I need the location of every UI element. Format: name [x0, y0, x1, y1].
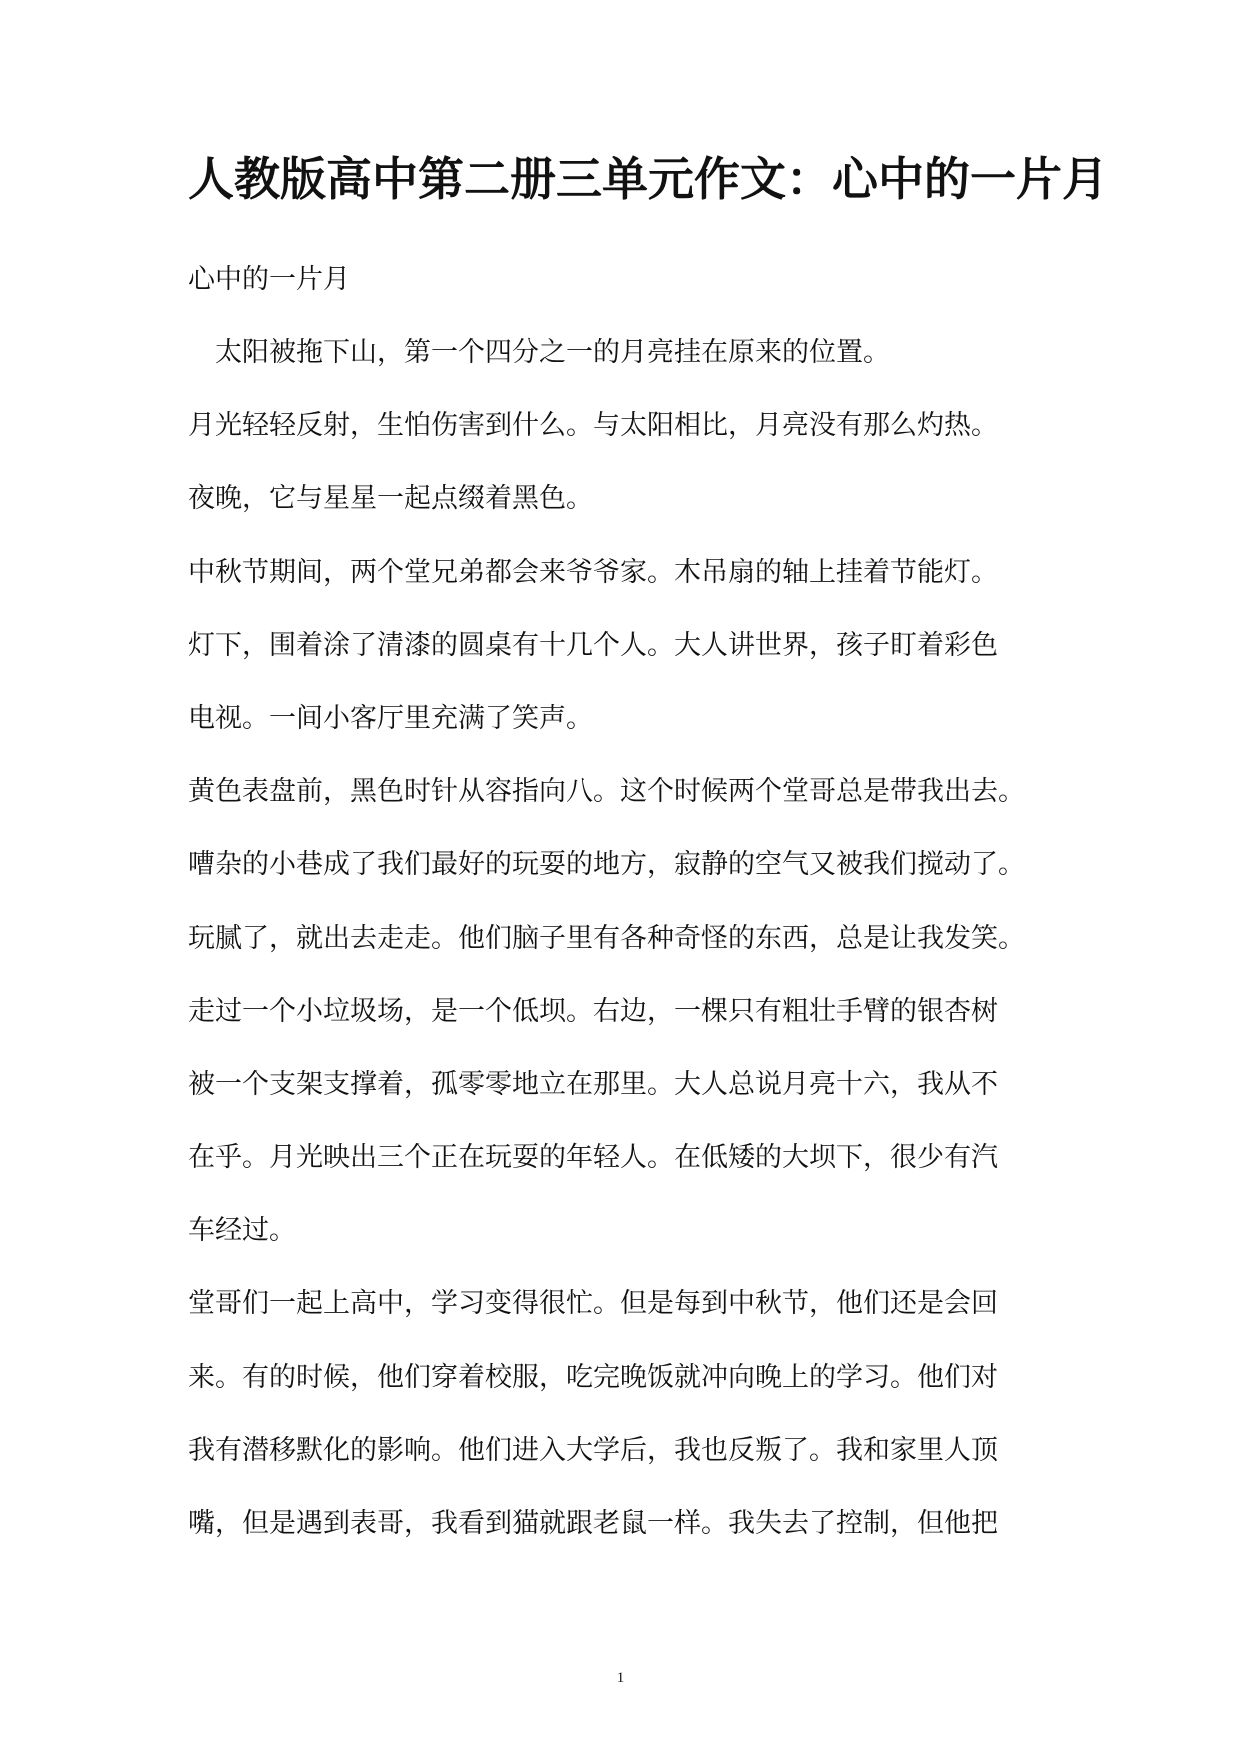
text-line: 在乎。月光映出三个正在玩耍的年轻人。在低矮的大坝下，很少有汽 [188, 1142, 998, 1174]
essay-body [188, 333, 1068, 1577]
text-line: 玩腻了，就出去走走。他们脑子里有各种奇怪的东西，总是让我发笑。 [188, 922, 1025, 954]
text-line: 被一个支架支撑着，孤零零地立在那里。大人总说月亮十六，我从不 [188, 1068, 998, 1100]
essay-subtitle: 心中的一片月 [188, 264, 350, 295]
text-line: 月光轻轻反射，生怕伤害到什么。与太阳相比，月亮没有那么灼热。 [188, 410, 998, 442]
text-line: 堂哥们一起上高中，学习变得很忙。但是每到中秋节，他们还是会回 [188, 1288, 998, 1320]
text-line: 夜晚，它与星星一起点缀着黑色。 [188, 483, 593, 515]
text-line: 灯下，围着涂了清漆的圆桌有十几个人。大人讲世界，孩子盯着彩色 [188, 629, 998, 661]
text-line: 黄色表盘前，黑色时针从容指向八。这个时候两个堂哥总是带我出去。 [188, 776, 1025, 808]
text-line: 车经过。 [188, 1215, 296, 1247]
text-line: 走过一个小垃圾场，是一个低坝。右边，一棵只有粗壮手臂的银杏树 [188, 995, 998, 1027]
text-line: 太阳被拖下山，第一个四分之一的月亮挂在原来的位置。 [215, 337, 890, 368]
document-title: 人教版高中第二册三单元作文：心中的一片月 [188, 152, 1108, 206]
page-number: 1 [616, 1670, 625, 1686]
text-line: 我有潜移默化的影响。他们进入大学后，我也反叛了。我和家里人顶 [188, 1434, 998, 1466]
text-line: 中秋节期间，两个堂兄弟都会来爷爷家。木吊扇的轴上挂着节能灯。 [188, 556, 998, 588]
text-line: 嘴，但是遇到表哥，我看到猫就跟老鼠一样。我失去了控制，但他把 [188, 1508, 998, 1539]
text-line: 嘈杂的小巷成了我们最好的玩耍的地方，寂静的空气又被我们搅动了。 [188, 849, 1025, 881]
text-line: 电视。一间小客厅里充满了笑声。 [188, 702, 593, 734]
text-line: 来。有的时候，他们穿着校服，吃完晚饭就冲向晚上的学习。他们对 [188, 1361, 998, 1393]
